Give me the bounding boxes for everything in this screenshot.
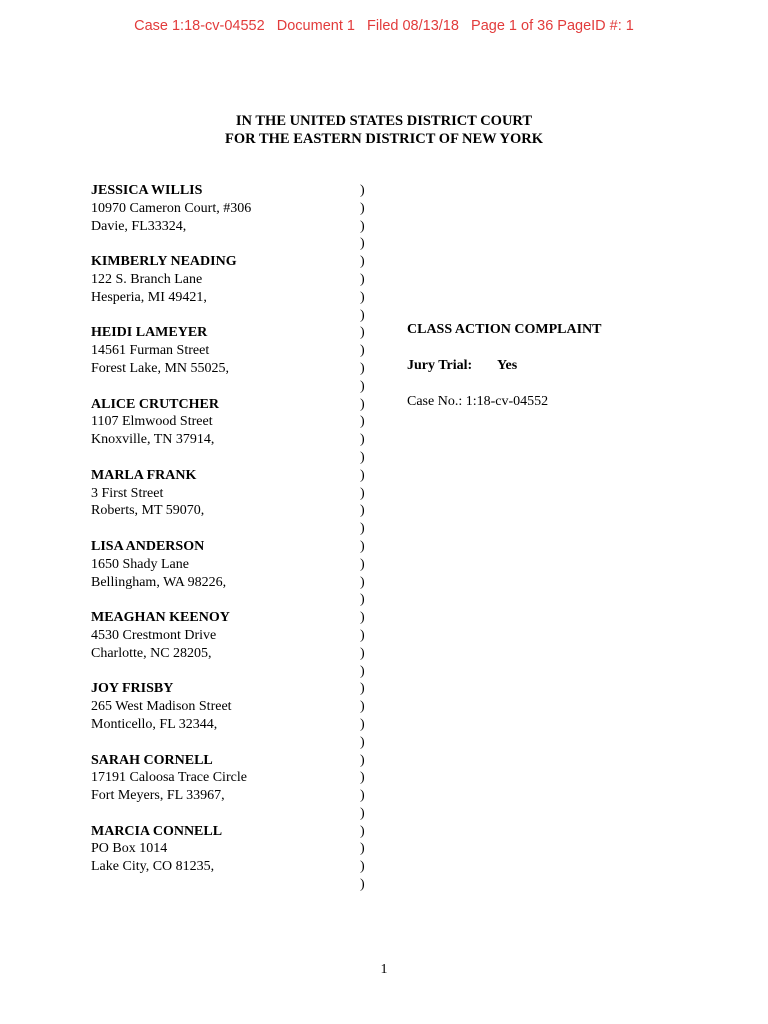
plaintiff-name: SARAH CORNELL	[91, 752, 213, 768]
caption-parenthesis: )	[360, 236, 365, 252]
caption-parenthesis: )	[360, 627, 365, 643]
caption-parenthesis: )	[360, 823, 365, 839]
plaintiff-entry	[91, 182, 351, 235]
plaintiff-address-line-2: Forest Lake, MN 55025,	[91, 360, 230, 376]
plaintiff-name: MARLA FRANK	[91, 467, 197, 483]
case-header-stamp: Case 1:18-cv-04552 Document 1 Filed 08/13/18 Page 1 of 36 PageID #: 1	[134, 18, 634, 34]
plaintiff-address-line-2: Davie, FL33324,	[91, 218, 187, 234]
plaintiff-name: MARCIA CONNELL	[91, 823, 223, 839]
plaintiff-address-line-2: Lake City, CO 81235,	[91, 859, 215, 875]
caption-parenthesis: )	[360, 503, 365, 519]
plaintiff-address-line-1: 265 West Madison Street	[91, 699, 232, 715]
plaintiff-name: ALICE CRUTCHER	[91, 396, 219, 412]
plaintiff-address-line-1: 1107 Elmwood Street	[91, 414, 213, 430]
jury-trial-value: Yes	[497, 358, 518, 373]
caption-parenthesis: )	[360, 467, 365, 483]
caption-parenthesis: )	[360, 538, 365, 554]
caption-parenthesis: )	[360, 218, 365, 234]
plaintiff-name: KIMBERLY NEADING	[91, 254, 237, 270]
plaintiff-name: JOY FRISBY	[91, 681, 174, 697]
caption-parenthesis: )	[360, 556, 365, 572]
caption-parenthesis-column	[360, 182, 372, 894]
plaintiff-entry	[91, 823, 351, 876]
caption-parenthesis: )	[360, 325, 365, 341]
caption-parenthesis: )	[360, 449, 365, 465]
caption-parenthesis: )	[360, 289, 365, 305]
caption-parenthesis: )	[360, 254, 365, 270]
plaintiff-address-line-1: 122 S. Branch Lane	[91, 271, 203, 287]
plaintiff-address-line-1: 3 First Street	[91, 485, 164, 501]
caption-parenthesis: )	[360, 752, 365, 768]
plaintiff-address-line-2: Hesperia, MI 49421,	[91, 289, 207, 305]
plaintiff-address-line-2: Fort Meyers, FL 33967,	[91, 788, 225, 804]
caption-parenthesis: )	[360, 841, 365, 857]
plaintiff-entry	[91, 324, 351, 377]
caption-parenthesis: )	[360, 610, 365, 626]
caption-parenthesis: )	[360, 716, 365, 732]
plaintiff-list	[91, 182, 351, 894]
plaintiff-name: JESSICA WILLIS	[91, 183, 203, 198]
page-number: 1	[380, 962, 388, 977]
caption-parenthesis: )	[360, 396, 365, 412]
caption-parenthesis: )	[360, 681, 365, 697]
caption-parenthesis: )	[360, 343, 365, 359]
plaintiff-address-line-1: PO Box 1014	[91, 841, 168, 857]
plaintiff-address-line-2: Bellingham, WA 98226,	[91, 574, 227, 590]
caption-parenthesis: )	[360, 645, 365, 661]
plaintiff-entry	[91, 396, 351, 449]
caption-parenthesis: )	[360, 788, 365, 804]
plaintiff-address-line-2: Monticello, FL 32344,	[91, 716, 218, 732]
caption-parenthesis: )	[360, 859, 365, 875]
caption-parenthesis: )	[360, 485, 365, 501]
plaintiff-entry	[91, 752, 351, 805]
plaintiff-entry	[91, 467, 351, 520]
plaintiff-entry	[91, 253, 351, 306]
plaintiff-address-line-2: Roberts, MT 59070,	[91, 503, 205, 519]
caption-parenthesis: )	[360, 699, 365, 715]
caption-parenthesis: )	[360, 307, 365, 323]
caption-parenthesis: )	[360, 770, 365, 786]
complaint-title: CLASS ACTION COMPLAINT	[407, 322, 602, 337]
plaintiff-name: LISA ANDERSON	[91, 538, 205, 554]
plaintiff-name: HEIDI LAMEYER	[91, 325, 208, 341]
caption-parenthesis: )	[360, 360, 365, 376]
plaintiff-address-line-1: 10970 Cameron Court, #306	[91, 200, 252, 216]
plaintiff-address-line-1: 4530 Crestmont Drive	[91, 627, 217, 643]
caption-parenthesis: )	[360, 378, 365, 394]
caption-parenthesis: )	[360, 414, 365, 430]
plaintiff-entry	[91, 538, 351, 591]
caption-parenthesis: )	[360, 183, 365, 198]
caption-parenthesis: )	[360, 200, 365, 216]
caption-parenthesis: )	[360, 271, 365, 287]
case-number: Case No.: 1:18-cv-04552	[407, 394, 549, 409]
caption-parenthesis: )	[360, 574, 365, 590]
plaintiff-entry	[91, 609, 351, 662]
plaintiff-address-line-1: 17191 Caloosa Trace Circle	[91, 770, 247, 786]
jury-trial-label: Jury Trial:	[407, 358, 473, 373]
caption-parenthesis: )	[360, 521, 365, 537]
caption-parenthesis: )	[360, 663, 365, 679]
jury-trial-line	[407, 357, 727, 375]
plaintiff-address-line-1: 14561 Furman Street	[91, 343, 210, 359]
court-title-line-1: IN THE UNITED STATES DISTRICT COURT	[235, 113, 533, 129]
plaintiff-address-line-2: Charlotte, NC 28205,	[91, 645, 212, 661]
caption-parenthesis: )	[360, 805, 365, 821]
plaintiff-address-line-1: 1650 Shady Lane	[91, 556, 189, 572]
caption-parenthesis: )	[360, 877, 365, 893]
court-title-line-2: FOR THE EASTERN DISTRICT OF NEW YORK	[225, 131, 543, 147]
caption-parenthesis: )	[360, 432, 365, 448]
case-caption	[407, 321, 727, 411]
caption-parenthesis: )	[360, 592, 365, 608]
caption-parenthesis: )	[360, 734, 365, 750]
plaintiff-address-line-2: Knoxville, TN 37914,	[91, 432, 215, 448]
court-title	[0, 112, 768, 148]
plaintiff-entry	[91, 680, 351, 733]
plaintiff-name: MEAGHAN KEENOY	[91, 610, 230, 626]
